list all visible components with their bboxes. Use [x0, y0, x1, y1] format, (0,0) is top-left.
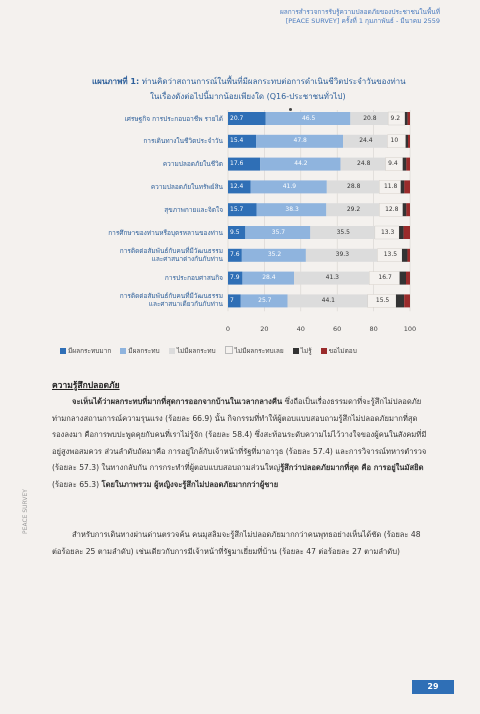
- bar-segment: [404, 180, 410, 193]
- p1-percent: (ร้อยละ 65.3): [52, 479, 102, 489]
- x-tick-label: 60: [333, 325, 342, 333]
- legend-item: [321, 346, 357, 356]
- legend-swatch: [321, 348, 327, 354]
- category-label: การติดต่อสัมพันธ์กับคนที่มีวัฒนธรรม และศาสนาต่างกันกับท่าน: [119, 246, 223, 263]
- bar-segment: [407, 249, 410, 262]
- category-label: ความปลอดภัยในชีวิต: [162, 160, 223, 169]
- bar-segment: [400, 272, 406, 285]
- legend-label: ไม่รู้: [300, 347, 312, 355]
- x-tick-label: 80: [369, 325, 378, 333]
- legend-swatch: [60, 348, 66, 354]
- figure-title-line-1: ท่านคิดว่าสถานการณ์ในพื้นที่มีผลกระทบต่อการดำเนินชีวิตประจำวันของท่าน: [141, 77, 406, 86]
- data-label: 20.8: [363, 114, 377, 122]
- legend-item: [225, 346, 284, 356]
- data-label: 41.9: [282, 182, 297, 190]
- data-label: 39.3: [335, 251, 350, 259]
- data-label: 35.2: [267, 251, 282, 259]
- legend-item: [60, 346, 111, 356]
- data-label: 24.4: [359, 137, 373, 145]
- bar-segment: [403, 203, 407, 216]
- data-label: 28.4: [262, 274, 276, 282]
- legend-item: [169, 346, 216, 356]
- x-tick-label: 0: [225, 325, 231, 333]
- category-label: สุขภาพกายและจิตใจ: [164, 205, 223, 214]
- x-tick-label: 40: [296, 325, 305, 333]
- p1-emphasis-night: การออกจากบ้านในเวลากลางคืน: [175, 397, 283, 406]
- bar-segment: [399, 226, 404, 239]
- bar-segment: [404, 226, 410, 239]
- page-number: 29: [412, 680, 454, 694]
- p1-body: ซึ่งถือเป็นเรื่องธรรมดาที่จะรู้สึกไม่ปลอดภัยท่ามกลางสถานการณ์ความรุนแรง (ร้อยละ 66.9) นั้น กิจกรรมที่ทำให้ผู้ตอบแบบสอบถามรู้สึกไม่ปลอดภัยมากที่สุดรองลงมา คือการพบปะพูดคุยกับคนที่เราไม่รู้จัก (ร้อยละ 58.4) ซึ่งสะท้อนระดับความไม่ไว้วางใจของผู้คนในสังคมที่มีอยู่สูงพอสมควร ส่วนลำดับถัดมาคือ การอยู่ใกล้กับเจ้าหน้าที่รัฐที่มาอาวุธ (ร้อยละ 57.4) และการวิจารณ์ทหารตำรวจ (ร้อยละ 57.3) ในทางกลับกัน การกระทำที่ผู้ตอบแบบสอบถามส่วนใหญ่: [52, 397, 427, 472]
- category-label: เศรษฐกิจ การประกอบอาชีพ รายได้: [124, 114, 223, 123]
- data-label: 9.5: [230, 228, 240, 236]
- bar-segment: [405, 112, 408, 125]
- data-label: 41.3: [325, 274, 339, 282]
- bar-segment: [401, 180, 405, 193]
- legend-item: [120, 346, 159, 356]
- data-label: 13.3: [380, 228, 395, 236]
- bar-segment: [406, 272, 410, 285]
- data-label: 9.4: [388, 160, 398, 168]
- data-label: 15.4: [230, 137, 244, 145]
- data-label: 29.2: [346, 205, 361, 213]
- category-label: การประกอบศาสนกิจ: [164, 274, 223, 283]
- data-label: 46.5: [301, 114, 316, 122]
- data-label: 7.6: [230, 251, 240, 259]
- data-label: 10: [390, 137, 399, 145]
- section-title: ความรู้สึกปลอดภัย: [52, 381, 120, 391]
- legend-swatch: [169, 348, 175, 354]
- data-label: 20.7: [230, 114, 244, 122]
- data-label: 25.7: [258, 296, 272, 304]
- data-label: 15.7: [230, 205, 244, 213]
- legend-swatch: [293, 348, 299, 354]
- bar-segment: [406, 203, 410, 216]
- data-label: 7.9: [230, 274, 240, 282]
- category-label: ความปลอดภัยในทรัพย์สิน: [150, 182, 223, 191]
- data-label: 47.8: [293, 137, 307, 145]
- data-label: 7: [230, 296, 234, 304]
- figure-label: แผนภาพที่ 1:: [92, 77, 140, 86]
- side-note: PEACE SURVEY: [21, 489, 29, 534]
- paragraph-1: [52, 394, 428, 493]
- category-label: การศึกษาของท่านหรือบุตรหลานของท่าน: [108, 228, 223, 237]
- header-line-1: ผลการสำรวจการรับรู้ความปลอดภัยของประชาชนในพื้นที่: [279, 8, 440, 16]
- bar-segment: [406, 135, 408, 148]
- category-label: การติดต่อสัมพันธ์กับคนที่มีวัฒนธรรม และศาสนาเดียวกันกับท่าน: [119, 292, 223, 309]
- header-line-2: [PEACE SURVEY] ครั้งที่ 1 กุมภาพันธ์ - มีนาคม 2559: [285, 17, 440, 25]
- legend-label: ไม่มีผลกระทบเลย: [234, 347, 284, 355]
- data-label: 16.7: [378, 274, 392, 282]
- legend-item: [293, 346, 312, 356]
- bar-segment: [408, 135, 410, 148]
- bar-segment: [404, 294, 410, 307]
- bar-segment: [396, 294, 404, 307]
- data-label: 24.8: [357, 160, 371, 168]
- chart-legend: [60, 346, 460, 356]
- p1-lead: จะเห็นได้ว่าผลกระทบที่มากที่สุด: [72, 397, 176, 406]
- x-tick-label: 100: [403, 325, 417, 333]
- bar-segment: [402, 249, 407, 262]
- legend-label: ไม่มีผลกระทบ: [176, 347, 216, 355]
- data-label: 44.1: [321, 296, 335, 304]
- legend-swatch: [120, 348, 126, 354]
- data-label: 9.2: [390, 114, 401, 122]
- data-label: 44.2: [294, 160, 308, 168]
- p1-emphasis-gender: โดยในภาพรวม ผู้หญิงจะรู้สึกไม่ปลอดภัยมากกว่าผู้ชาย: [101, 479, 279, 489]
- data-label: 28.8: [347, 182, 361, 190]
- p1-emphasis-mosque: รู้สึกว่าปลอดภัยมากที่สุด คือ การอยู่ในมัสยิด: [280, 463, 424, 472]
- bar-segment: [408, 112, 410, 125]
- data-label: 12.4: [230, 182, 244, 190]
- category-label: การเดินทางในชีวิตประจำวัน: [143, 137, 223, 146]
- legend-label: มีผลกระทบ: [128, 347, 160, 355]
- figure-title-line-2: ในเรื่องดังต่อไปนี้มากน้อยเพียงใด (Q16-ประชาชนทั่วไป): [150, 92, 346, 101]
- data-label: 38.3: [285, 205, 299, 213]
- data-label: 15.5: [375, 296, 390, 304]
- legend-label: ขอไม่ตอบ: [328, 347, 357, 355]
- data-label: 35.7: [271, 228, 286, 236]
- p2-body: สำหรับการเดินทางผ่านด่านตรวจค้น คนมุสลิมจะรู้สึกไม่ปลอดภัยมากกว่าคนพุทธอย่างเห็นได้ชัด (ร้อยละ 48 ต่อร้อยละ 25 ตามลำดับ) เช่นเดียวกับการมีเจ้าหน้าที่รัฐมาเยี่ยมที่บ้าน (ร้อยละ 47 ต่อร้อยละ 27 ตามลำดับ): [52, 530, 421, 556]
- bar-segment: [403, 158, 407, 171]
- data-label: 35.5: [336, 228, 350, 236]
- legend-label: มีผลกระทบมาก: [68, 347, 112, 355]
- legend-swatch: [225, 346, 233, 354]
- data-label: 13.5: [383, 251, 398, 259]
- data-label: 11.8: [383, 182, 398, 190]
- data-label: 17.6: [230, 160, 244, 168]
- paragraph-2: [52, 527, 428, 560]
- bar-segment: [406, 158, 410, 171]
- data-label: 12.8: [385, 205, 399, 213]
- x-tick-label: 20: [260, 325, 269, 333]
- stacked-bar-chart: [0, 0, 480, 340]
